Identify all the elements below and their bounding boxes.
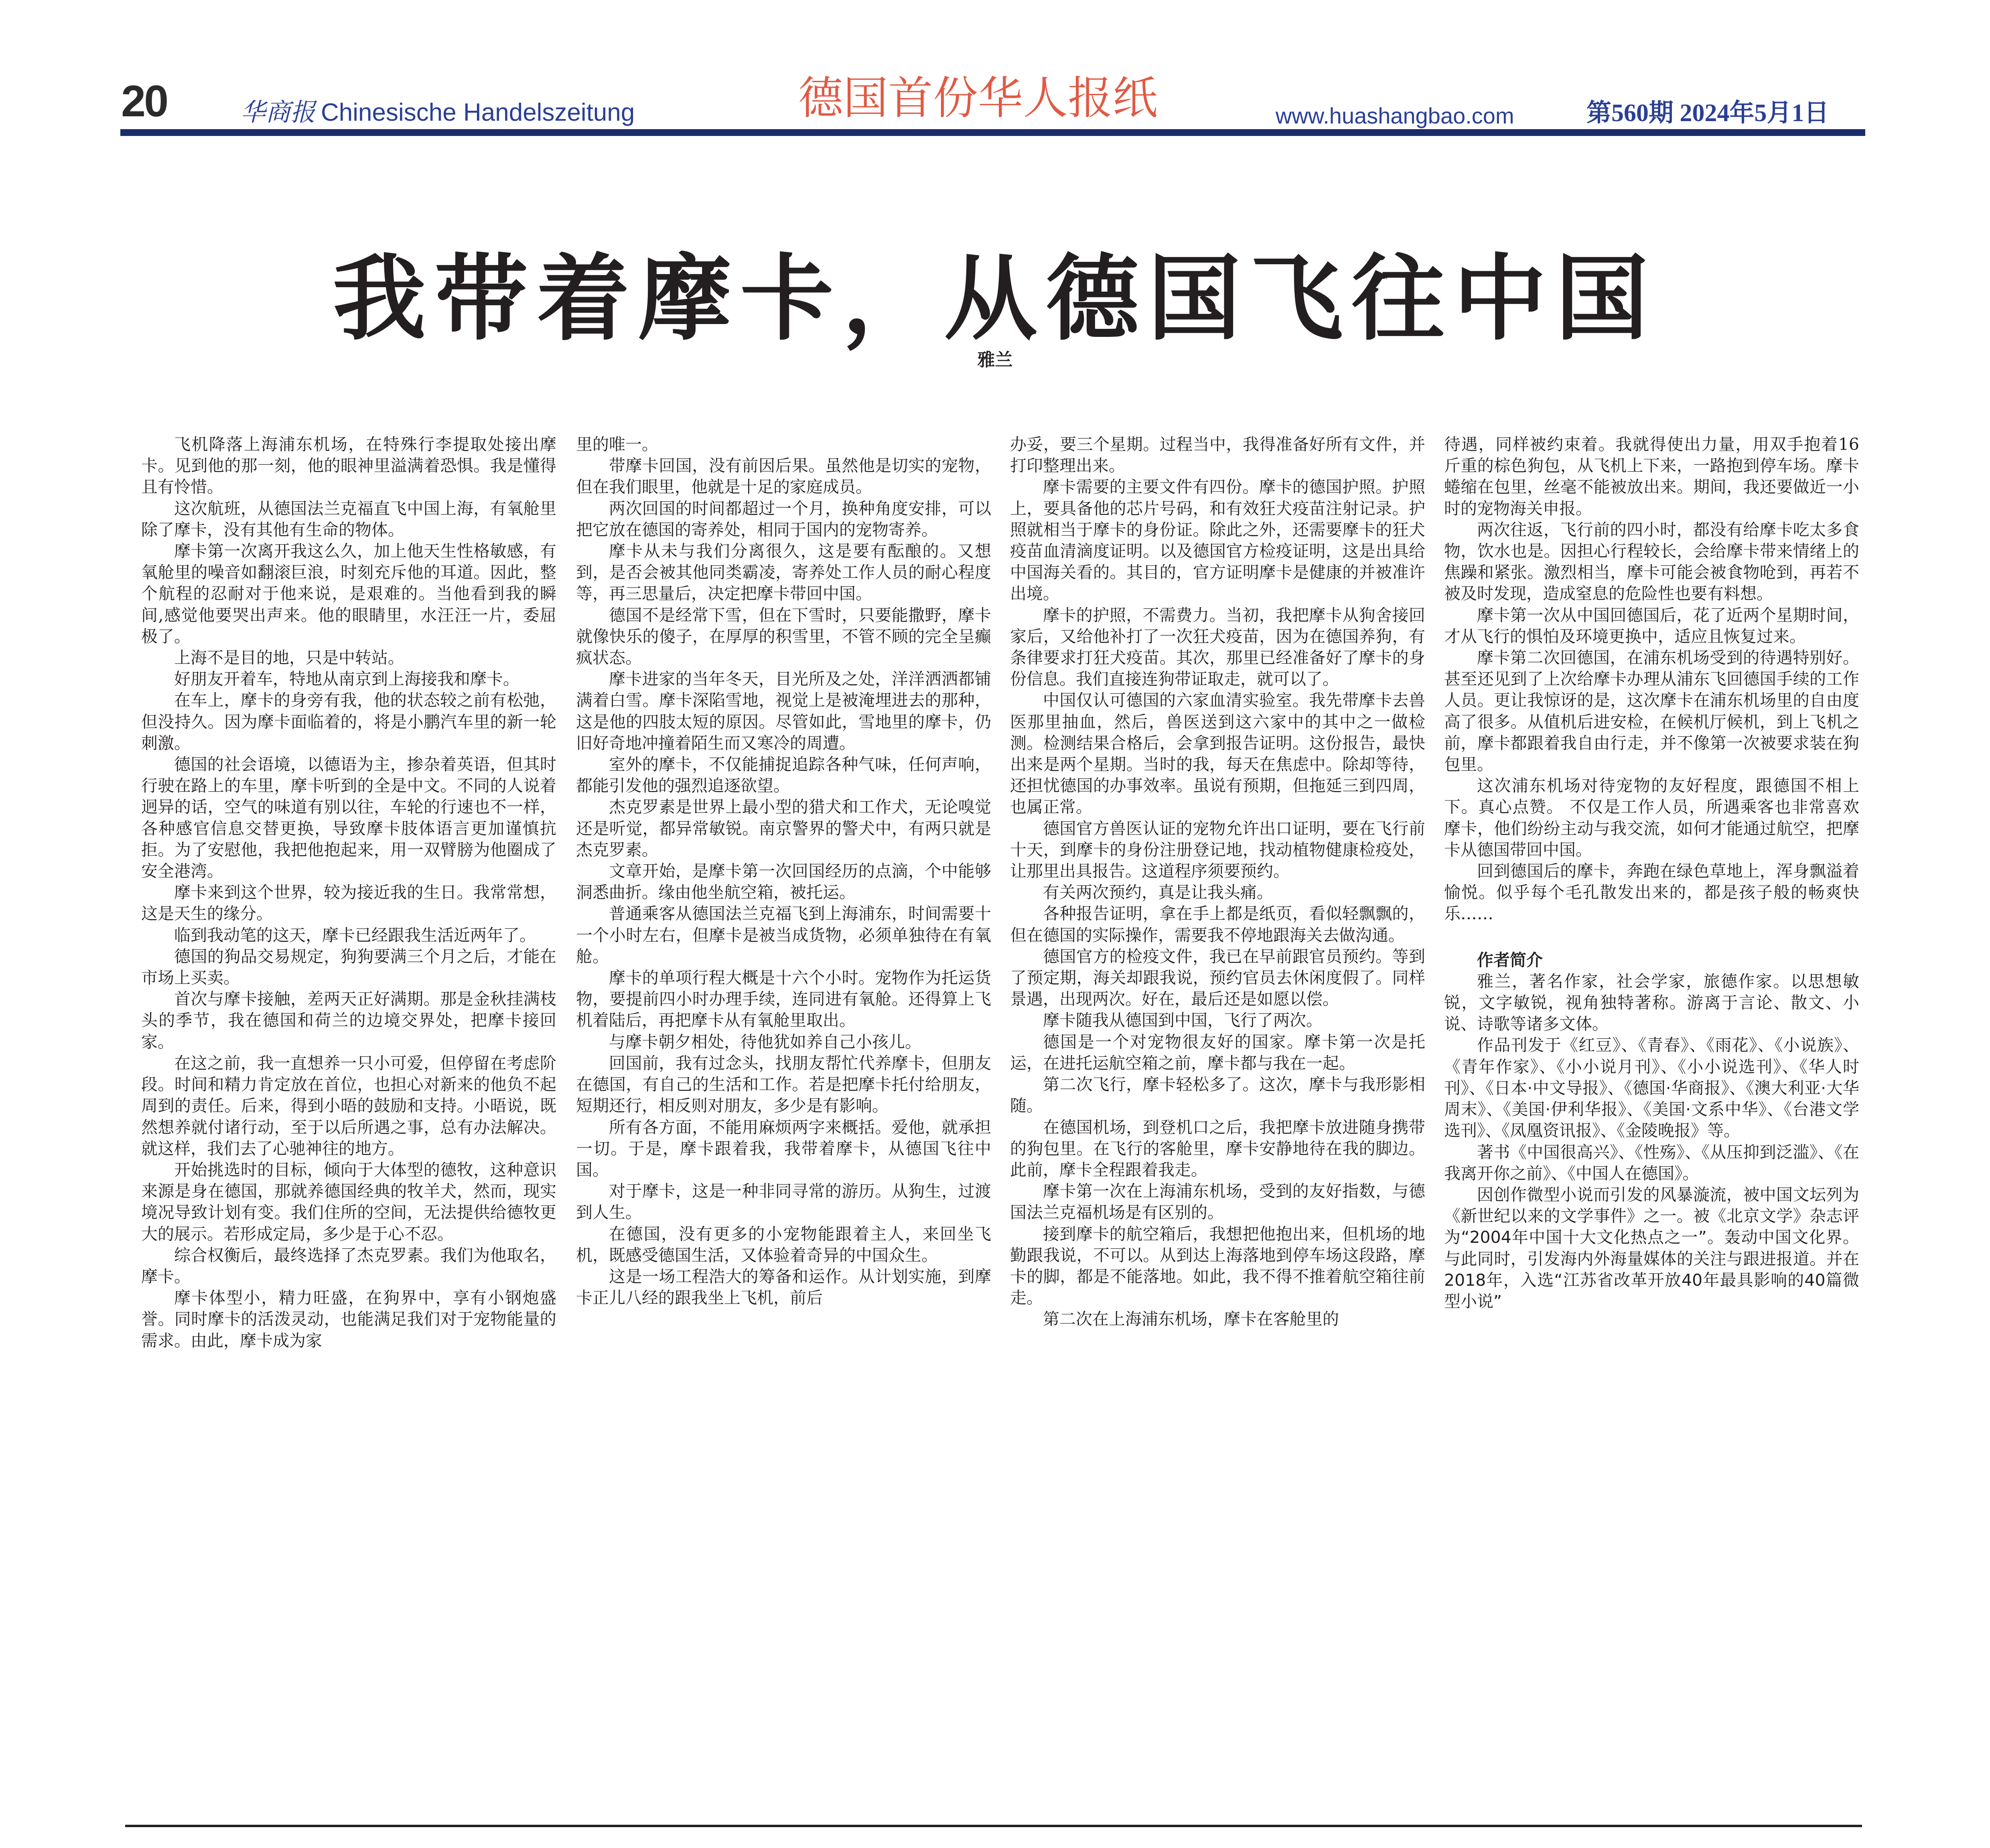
- paragraph: 与摩卡朝夕相处，待他犹如养自己小孩儿。: [609, 1032, 921, 1052]
- paragraph: 这是一场工程浩大的筹备和运作。从计划实施，到摩卡正儿八经的跟我坐上飞机，前后: [576, 1266, 991, 1308]
- author-bio: [1444, 950, 1859, 1312]
- paragraph: 这次航班，从德国法兰克福直飞中国上海，有氧舱里除了摩卡，没有其他有生命的物体。: [141, 498, 556, 539]
- paragraph: 德国的狗品交易规定，狗狗要满三个月之后，才能在市场上买卖。: [141, 946, 556, 988]
- paragraph: 在德国，没有更多的小宠物能跟着主人，来回坐飞机，既感受德国生活，又体验着奇异的中国众生。: [576, 1224, 991, 1265]
- paragraph: 摩卡第一次离开我这么久，加上他天生性格敏感，有氧舱里的噪音如翻滚巨浪，时刻充斥他的耳道。因此，整个航程的忍耐对于他来说，是艰难的。当他看到我的瞬间,感觉他要哭出声来。他的眼睛里，水汪汪一片，委屈极了。: [141, 541, 556, 646]
- author-bio-paragraph: 因创作微型小说而引发的风暴漩流，被中国文坛列为《新世纪以来的文学事件》之一。被《北京文学》杂志评为“2004年中国十大文化热点之一”。轰动中国文化界。与此同时，引发海内外海量媒体的关注与跟进报道。并在2018年，入选“江苏省改革开放40年最具影响的40篇微型小说”: [1444, 1185, 1859, 1311]
- paragraph: 摩卡随我从德国到中国，飞行了两次。: [1043, 1011, 1323, 1030]
- paragraph: 摩卡从未与我们分离很久，这是要有酝酿的。又想到，是否会被其他同类霸凌，寄养处工作人员的耐心程度等，再三思量后，决定把摩卡带回中国。: [576, 541, 991, 604]
- author-bio-paragraph: 作品刊发于《红豆》、《青春》、《雨花》、《小说族》、《青年作家》、《小小说月刊》、《小小说选刊》、《华人时刊》、《日本·中文导报》、《德国·华商报》、《澳大利亚·大华周末》、《美国·伊利华报》、《美国·文系中华》、《台港文学选刊》、《凤凰资讯报》、《金陵晚报》等。: [1444, 1035, 1859, 1141]
- paragraph: 各种报告证明，拿在手上都是纸页，看似轻飘飘的，但在德国的实际操作，需要我不停地跟海关去做沟通。: [1010, 904, 1425, 945]
- paragraph: 所有各方面，不能用麻烦两字来概括。爱他，就承担一切。于是，摩卡跟着我，我带着摩卡，从德国飞往中国。: [576, 1117, 991, 1179]
- paragraph: 摩卡第一次从中国回德国后，花了近两个星期时间，才从飞行的惧怕及环境更换中，适应且恢复过来。: [1444, 605, 1859, 646]
- paragraph: 对于摩卡，这是一种非同寻常的游历。从狗生，过渡到人生。: [576, 1181, 991, 1222]
- author-bio-heading: 作者简介: [1477, 950, 1543, 970]
- paragraph: 德国官方的检疫文件，我已在早前跟官员预约。等到了预定期，海关却跟我说，预约官员去休闲度假了。同样景遇，出现两次。好在，最后还是如愿以偿。: [1010, 946, 1425, 1009]
- paragraph: 上海不是目的地，只是中转站。: [174, 648, 404, 668]
- paragraph: 这次浦东机场对待宠物的友好程度，跟德国不相上下。真心点赞。 不仅是工作人员，所遇乘客也非常喜欢摩卡，他们纷纷主动与我交流，如何才能通过航空，把摩卡从德国带回中国。: [1444, 776, 1859, 859]
- paragraph: 第二次在上海浦东机场，摩卡在客舱里的: [1043, 1309, 1339, 1329]
- paragraph-continued: 里的唯一。: [576, 435, 658, 454]
- article-title: 我带着摩卡，从德国飞往中国: [333, 245, 1657, 353]
- paragraph: 在德国机场，到登机口之后，我把摩卡放进随身携带的狗包里。在飞行的客舱里，摩卡安静地待在我的脚边。此前，摩卡全程跟着我走。: [1010, 1117, 1425, 1179]
- paragraph: 首次与摩卡接触，差两天正好满期。那是金秋挂满枝头的季节，我在德国和荷兰的边境交界处，把摩卡接回家。: [141, 989, 556, 1052]
- paragraph-continued: 办妥，要三个星期。过程当中，我得准备好所有文件，并打印整理出来。: [1010, 435, 1425, 476]
- paragraph: 回国前，我有过念头，找朋友帮忙代养摩卡，但朋友在德国，有自己的生活和工作。若是把摩卡托付给朋友，短期还行，相反则对朋友，多少是有影响。: [576, 1053, 991, 1116]
- bottom-rule: [125, 1825, 1862, 1827]
- website-link[interactable]: www.huashangbao.com: [1276, 103, 1514, 128]
- paragraph-continued: 待遇，同样被约束着。我就得使出力量，用双手抱着16斤重的棕色狗包，从飞机上下来，一路抱到停车场。摩卡蜷缩在包里，丝毫不能被放出来。期间，我还要做近一小时的宠物海关申报。: [1444, 435, 1859, 518]
- paragraph: 临到我动笔的这天，摩卡已经跟我生活近两年了。: [174, 925, 536, 945]
- paragraph: 德国是一个对宠物很友好的国家。摩卡第一次是托运，在进托运航空箱之前，摩卡都与我在一起。: [1010, 1032, 1425, 1073]
- paragraph: 综合权衡后，最终选择了杰克罗素。我们为他取名，摩卡。: [141, 1245, 556, 1286]
- author-bio-paragraph: 著书《中国很高兴》、《性殇》、《从压抑到泛滥》、《在我离开你之前》、《中国人在德国》。: [1444, 1142, 1859, 1183]
- paper-name: [241, 98, 635, 127]
- paragraph: 第二次飞行，摩卡轻松多了。这次，摩卡与我形影相随。: [1010, 1075, 1425, 1116]
- article-column-2: [576, 434, 991, 1309]
- paragraph: 有关两次预约，真是让我头痛。: [1043, 883, 1273, 902]
- paper-name-chinese: 华商报: [241, 97, 316, 127]
- article-column-1: [141, 434, 556, 1352]
- paragraph: 中国仅认可德国的六家血清实验室。我先带摩卡去兽医那里抽血，然后，兽医送到这六家中的其中之一做检测。检测结果合格后，会拿到报告证明。这份报告，最快出来是两个星期。当时的我，每天在焦虑中。除却等待，还担忧德国的办事效率。虽说有预期，但拖延三到四周，也属正常。: [1010, 691, 1425, 817]
- article-byline: 雅兰: [977, 350, 1013, 370]
- author-bio-paragraph: 雅兰，著名作家，社会学家，旅德作家。以思想敏锐，文字敏锐，视角独特著称。游离于言论、散文、小说、诗歌等诸多文体。: [1444, 971, 1859, 1034]
- masthead: [120, 60, 1865, 136]
- masthead-divider-bar: [120, 129, 1865, 136]
- paragraph: 好朋友开着车，特地从南京到上海接我和摩卡。: [174, 669, 519, 689]
- paragraph: 飞机降落上海浦东机场，在特殊行李提取处接出摩卡。见到他的那一刻，他的眼神里溢满着恐惧。我是懂得且有怜惜。: [141, 435, 556, 497]
- paper-name-german: Chinesische Handelszeitung: [321, 99, 635, 126]
- paragraph: 摩卡需要的主要文件有四份。摩卡的德国护照。护照上，要具备他的芯片号码，和有效狂犬疫苗注射记录。护照就相当于摩卡的身份证。除此之外，还需要摩卡的狂犬疫苗血清滴度证明。以及德国官方检疫证明，这是出具给中国海关看的。其目的，官方证明摩卡是健康的并被准许出境。: [1010, 477, 1425, 604]
- article-column-3: [1010, 434, 1425, 1330]
- paragraph: 接到摩卡的航空箱后，我想把他抱出来，但机场的地勤跟我说，不可以。从到达上海落地到停车场这段路，摩卡的脚，都是不能落地。如此，我不得不推着航空箱往前走。: [1010, 1224, 1425, 1308]
- paragraph: 两次往返，飞行前的四小时，都没有给摩卡吃太多食物，饮水也是。因担心行程较长，会给摩卡带来情绪上的焦躁和紧张。激烈相当，摩卡可能会被食物呛到，再若不被及时发现，造成窒息的危险性也要有料想。: [1444, 520, 1859, 604]
- paragraph: 摩卡第一次在上海浦东机场，受到的友好指数，与德国法兰克福机场是有区别的。: [1010, 1181, 1425, 1222]
- paragraph: 摩卡体型小，精力旺盛，在狗界中，享有小钢炮盛誉。同时摩卡的活泼灵动，也能满足我们对于宠物能量的需求。由此，摩卡成为家: [141, 1288, 556, 1350]
- paragraph: 德国不是经常下雪，但在下雪时，只要能撒野，摩卡就像快乐的傻子，在厚厚的积雪里，不管不顾的完全呈癫疯状态。: [576, 605, 991, 668]
- paragraph: 摩卡来到这个世界，较为接近我的生日。我常常想，这是天生的缘分。: [141, 883, 556, 924]
- paragraph: 两次回国的时间都超过一个月，换种角度安排，可以把它放在德国的寄养处，相同于国内的宠物寄养。: [576, 498, 991, 539]
- paragraph: 杰克罗素是世界上最小型的猎犬和工作犬，无论嗅觉还是听觉，都异常敏锐。南京警界的警犬中，有两只就是杰克罗素。: [576, 797, 991, 859]
- paragraph: 带摩卡回国，没有前因后果。虽然他是切实的宠物，但在我们眼里，他就是十足的家庭成员。: [576, 456, 991, 497]
- slogan: 德国首份华人报纸: [798, 72, 1158, 124]
- paragraph: 摩卡第二次回德国，在浦东机场受到的待遇特别好。甚至还见到了上次给摩卡办理从浦东飞回德国手续的工作人员。更让我惊讶的是，这次摩卡在浦东机场里的自由度高了很多。从值机后进安检，在候机厅候机，到上飞机之前，摩卡都跟着我自由行走，并不像第一次被要求装在狗包里。: [1444, 648, 1859, 774]
- paragraph: 德国的社会语境，以德语为主，掺杂着英语，但其时行驶在路上的车里，摩卡听到的全是中文。不同的人说着迥异的话，空气的味道有别以往，车轮的行速也不一样，各种感官信息交替更换，导致摩卡肢体语言更加谨慎抗拒。为了安慰他，我把他抱起来，用一双臂膀为他圈成了安全港湾。: [141, 755, 556, 881]
- paragraph: 室外的摩卡，不仅能捕捉追踪各种气味，任何声响，都能引发他的强烈追逐欲望。: [576, 755, 991, 796]
- paragraph: 回到德国后的摩卡，奔跑在绿色草地上，浑身飘溢着愉悦。似乎每个毛孔散发出来的，都是孩子般的畅爽快乐……: [1444, 861, 1859, 924]
- paragraph: 摩卡的单项行程大概是十六个小时。宠物作为托运货物，要提前四小时办理手续，连同进有氧舱。还得算上飞机着陆后，再把摩卡从有氧舱里取出。: [576, 968, 991, 1030]
- paragraph: 普通乘客从德国法兰克福飞到上海浦东，时间需要十一个小时左右，但摩卡是被当成货物，必须单独待在有氧舱。: [576, 904, 991, 966]
- paragraph: 摩卡进家的当年冬天，目光所及之处，洋洋洒洒都铺满着白雪。摩卡深陷雪地，视觉上是被淹埋进去的那种，这是他的四肢太短的原因。尽管如此，雪地里的摩卡，仍旧好奇地冲撞着陌生而又寒冷的周遭。: [576, 669, 991, 753]
- issue-date: 第560期 2024年5月1日: [1586, 99, 1829, 127]
- paragraph: 文章开始，是摩卡第一次回国经历的点滴，个中能够洞悉曲折。缘由他坐航空箱，被托运。: [576, 861, 991, 902]
- paragraph: 摩卡的护照，不需费力。当初，我把摩卡从狗舍接回家后，又给他补打了一次狂犬疫苗，因为在德国养狗，有条律要求打狂犬疫苗。其次，那里已经准备好了摩卡的身份信息。我们直接连狗带证取走，就可以了。: [1010, 605, 1425, 689]
- paragraph: 开始挑选时的目标，倾向于大体型的德牧，这种意识来源是身在德国，那就养德国经典的牧羊犬，然而，现实境况导致计划有变。我们住所的空间，无法提供给德牧更大的展示。若形成定局，多少是于心不忍。: [141, 1160, 556, 1244]
- paragraph: 在车上，摩卡的身旁有我，他的状态较之前有松弛，但没持久。因为摩卡面临着的，将是小鹏汽车里的新一轮刺激。: [141, 691, 556, 753]
- page-number: 20: [121, 77, 167, 126]
- article-column-4: [1444, 434, 1859, 1312]
- paragraph: 德国官方兽医认证的宠物允许出口证明，要在飞行前十天，到摩卡的身份注册登记地，找动植物健康检疫处，让那里出具报告。这道程序须要预约。: [1010, 819, 1425, 881]
- paragraph: 在这之前，我一直想养一只小可爱，但停留在考虑阶段。时间和精力肯定放在首位，也担心对新来的他负不起周到的责任。后来，得到小晤的鼓励和支持。小晤说，既然想养就付诸行动，至于以后所遇之事，总有办法解决。就这样，我们去了心驰神往的地方。: [141, 1053, 556, 1158]
